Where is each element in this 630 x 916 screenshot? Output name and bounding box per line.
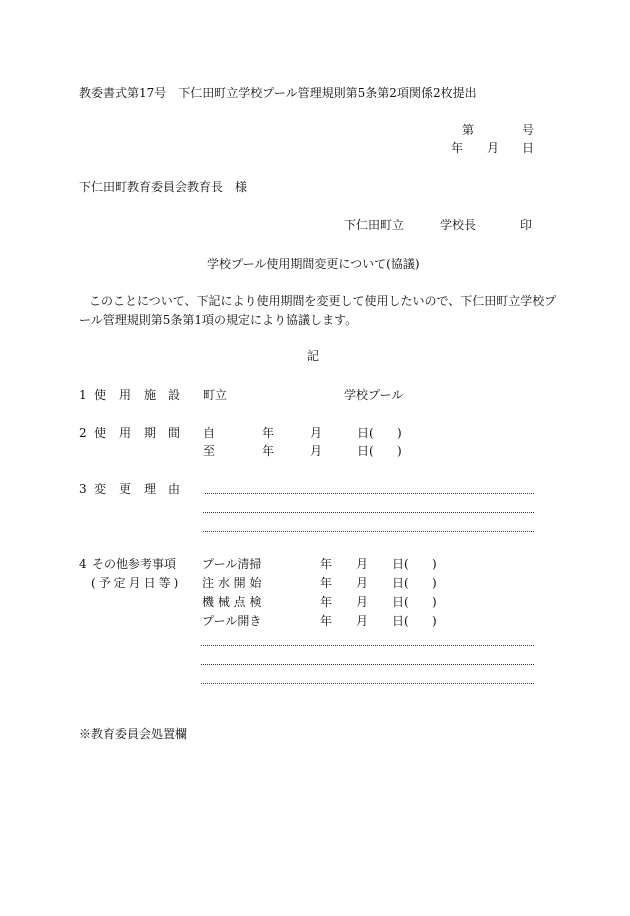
schedule-month: 月 bbox=[356, 614, 369, 628]
schedule-day: 日( bbox=[392, 576, 409, 590]
facility-town: 町立 bbox=[203, 388, 228, 402]
item-4-number: 4 bbox=[79, 557, 87, 571]
schedule-day: 日( bbox=[392, 614, 409, 628]
schedule-name: プール清掃 bbox=[202, 557, 262, 571]
schedule-close: ) bbox=[432, 576, 437, 590]
period-from-close: ) bbox=[397, 426, 402, 440]
item-2-label-char: 用 bbox=[119, 426, 132, 440]
item-1-number: 1 bbox=[79, 388, 87, 402]
form-header: 教委書式第17号 下仁田町立学校プール管理規則第5条第2項関係2枚提出 bbox=[79, 86, 477, 100]
period-from-year: 年 bbox=[262, 426, 275, 440]
item-1-label-char: 用 bbox=[119, 388, 132, 402]
period-from-month: 月 bbox=[310, 426, 323, 440]
item-3-label-char: 由 bbox=[168, 482, 181, 496]
schedule-year: 年 bbox=[320, 614, 333, 628]
date-day: 日 bbox=[522, 141, 535, 155]
schedule-month: 月 bbox=[356, 576, 369, 590]
item-2-number: 2 bbox=[79, 426, 87, 440]
reason-line[interactable] bbox=[203, 531, 534, 532]
item-2-label-char: 使 bbox=[94, 426, 107, 440]
item-1-label-char: 使 bbox=[94, 388, 107, 402]
schedule-close: ) bbox=[432, 557, 437, 571]
date-year: 年 bbox=[451, 141, 464, 155]
period-from: 自 bbox=[203, 426, 216, 440]
other-line[interactable] bbox=[201, 683, 534, 684]
item-4-sublabel: (予定月日等) bbox=[91, 576, 182, 590]
item-1-label-char: 設 bbox=[168, 388, 181, 402]
item-3-label-char: 変 bbox=[94, 482, 107, 496]
item-3-label-char: 理 bbox=[144, 482, 157, 496]
period-to-day: 日( bbox=[357, 444, 374, 458]
sender-principal: 学校長 bbox=[440, 218, 477, 232]
other-line[interactable] bbox=[201, 664, 534, 665]
schedule-row bbox=[0, 614, 630, 628]
schedule-year: 年 bbox=[320, 576, 333, 590]
board-action-column: ※教育委員会処置欄 bbox=[79, 727, 188, 741]
schedule-day: 日( bbox=[392, 557, 409, 571]
number-go: 号 bbox=[522, 123, 535, 137]
sender-town: 下仁田町立 bbox=[344, 218, 405, 232]
schedule-name: 注 水 開 始 bbox=[202, 576, 262, 590]
period-to-year: 年 bbox=[262, 444, 275, 458]
item-4-label: その他参考事項 bbox=[92, 557, 177, 571]
period-to-month: 月 bbox=[310, 444, 323, 458]
schedule-month: 月 bbox=[356, 595, 369, 609]
period-from-day: 日( bbox=[357, 426, 374, 440]
sender-seal: 印 bbox=[520, 218, 533, 232]
item-2-label-char: 間 bbox=[168, 426, 181, 440]
schedule-row bbox=[0, 557, 630, 571]
body-line-2: ール管理規則第5条第1項の規定により協議します。 bbox=[79, 313, 358, 327]
item-2-label-char: 期 bbox=[144, 426, 157, 440]
schedule-row bbox=[0, 576, 630, 590]
number-dai: 第 bbox=[462, 123, 475, 137]
period-to-close: ) bbox=[397, 444, 402, 458]
schedule-name: 機 械 点 検 bbox=[202, 595, 262, 609]
facility-pool: 学校プール bbox=[344, 388, 404, 402]
item-3-label-char: 更 bbox=[119, 482, 132, 496]
item-1-label-char: 施 bbox=[144, 388, 157, 402]
schedule-close: ) bbox=[432, 614, 437, 628]
schedule-row bbox=[0, 595, 630, 609]
ki-heading: 記 bbox=[307, 349, 320, 363]
schedule-year: 年 bbox=[320, 595, 333, 609]
item-3-number: 3 bbox=[79, 482, 87, 496]
reason-line[interactable] bbox=[205, 493, 534, 494]
other-line[interactable] bbox=[201, 645, 534, 646]
period-to: 至 bbox=[203, 444, 216, 458]
schedule-day: 日( bbox=[392, 595, 409, 609]
reason-line[interactable] bbox=[203, 512, 534, 513]
schedule-month: 月 bbox=[356, 557, 369, 571]
document-title: 学校プール使用期間変更について(協議) bbox=[207, 257, 420, 271]
addressee: 下仁田町教育委員会教育長 様 bbox=[79, 180, 248, 194]
schedule-name: プール開き bbox=[202, 614, 262, 628]
schedule-year: 年 bbox=[320, 557, 333, 571]
body-line-1: このことについて、下記により使用期間を変更して使用したいので、下仁田町立学校プ bbox=[89, 294, 557, 308]
date-month: 月 bbox=[487, 141, 500, 155]
schedule-close: ) bbox=[432, 595, 437, 609]
